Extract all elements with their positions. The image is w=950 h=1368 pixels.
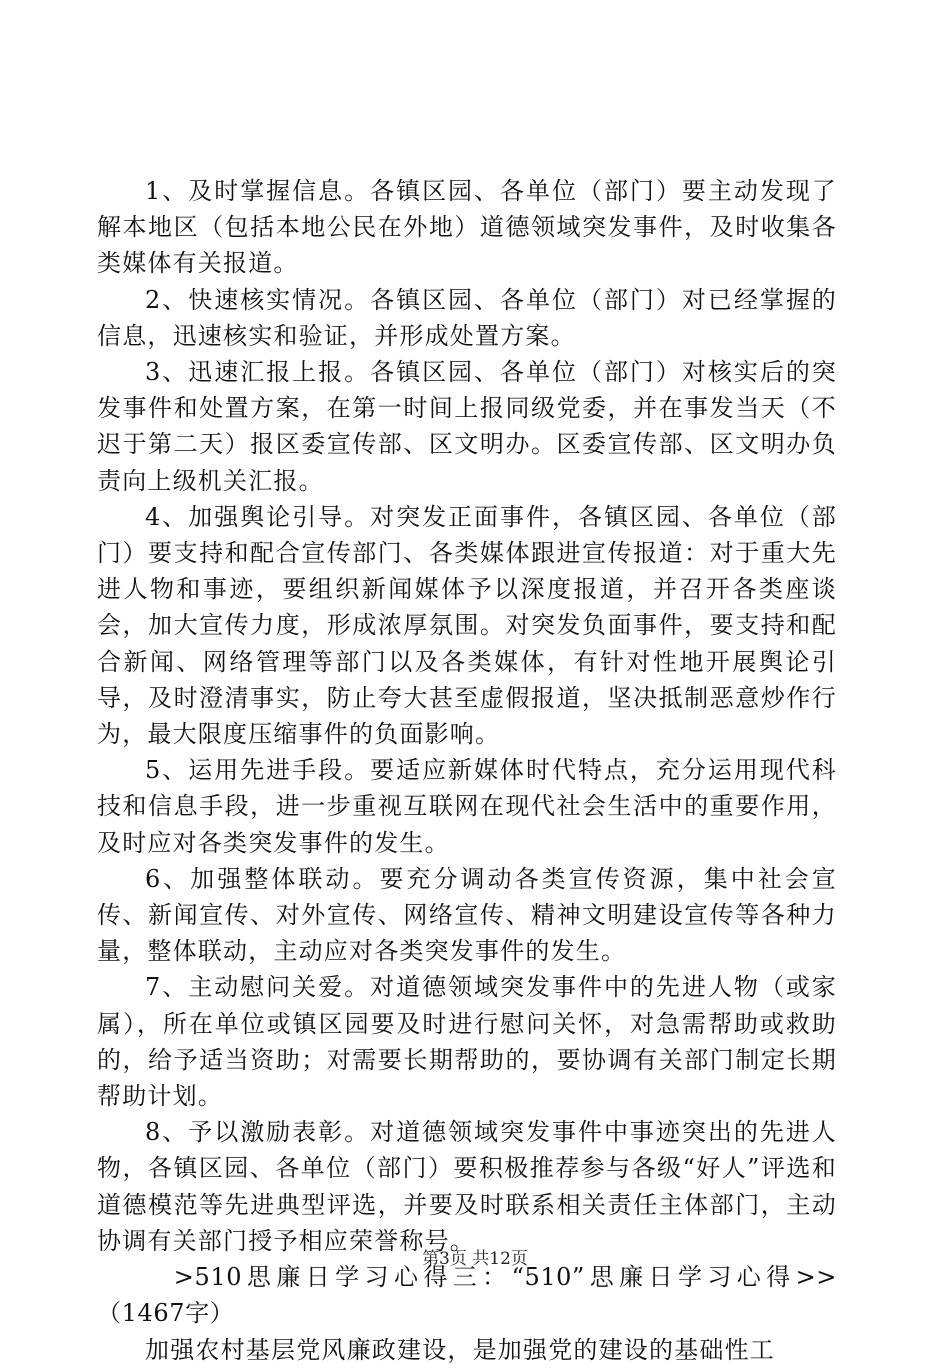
paragraph-1: 1、及时掌握信息。各镇区园、各单位（部门）要主动发现了解本地区（包括本地公民在外地）道德领域突发事件，及时收集各类媒体有关报道。 <box>97 177 837 278</box>
paragraph-6: 6、加强整体联动。要充分调动各类宣传资源，集中社会宣传、新闻宣传、对外宣传、网络宣传、精神文明建设宣传等各种力量，整体联动，主动应对各类突发事件的发生。 <box>97 864 837 966</box>
paragraph-7: 7、主动慰问关爱。对道德领域突发事件中的先进人物（或家属），所在单位或镇区园要及时进行慰问关怀，对急需帮助或救助的，给予适当资助；对需要长期帮助的，要协调有关部门制定长期帮助计划。 <box>97 973 837 1111</box>
paragraph-4: 4、加强舆论引导。对突发正面事件，各镇区园、各单位（部门）要支持和配合宣传部门、各类媒体跟进宣传报道：对于重大先进人物和事迹，要组织新闻媒体予以深度报道，并召开各类座谈会，加大宣传力度，形成浓厚氛围。对突发负面事件，要支持和配合新闻、网络管理等部门以及各类媒体，有针对性地开展舆论引导，及时澄清事实，防止夸大甚至虚假报道，坚决抵制恶意炒作行为，最大限度压缩事件的负面影响。 <box>97 502 837 749</box>
page-footer: 第3页 共12页 <box>422 1249 528 1269</box>
paragraph-2: 2、快速核实情况。各镇区园、各单位（部门）对已经掌握的信息，迅速核实和验证，并形成处置方案。 <box>97 285 837 350</box>
paragraph-last: 加强农村基层党风廉政建设，是加强党的建设的基础性工 <box>145 1335 775 1364</box>
paragraph-5: 5、运用先进手段。要适应新媒体时代特点，充分运用现代科技和信息手段，进一步重视互联网在现代社会生活中的重要作用，及时应对各类突发事件的发生。 <box>97 756 837 857</box>
paragraph-8: 8、予以激励表彰。对道德领域突发事件中事迹突出的先进人物，各镇区园、各单位（部门）要积极推荐参与各级“好人”评选和道德模范等先进典型评选，并要及时联系相关责任主体部门，主动协调有关部门授予相应荣誉称号。 <box>97 1118 837 1255</box>
section-heading: >510思廉日学习心得三：“510”思廉日学习心得>>（1467字） <box>97 1263 837 1328</box>
document-body <box>97 173 837 1368</box>
paragraph-3: 3、迅速汇报上报。各镇区园、各单位（部门）对核实后的突发事件和处置方案，在第一时间上报同级党委，并在事发当天（不迟于第二天）报区委宣传部、区文明办。区委宣传部、区文明办负责向上级机关汇报。 <box>97 358 837 495</box>
